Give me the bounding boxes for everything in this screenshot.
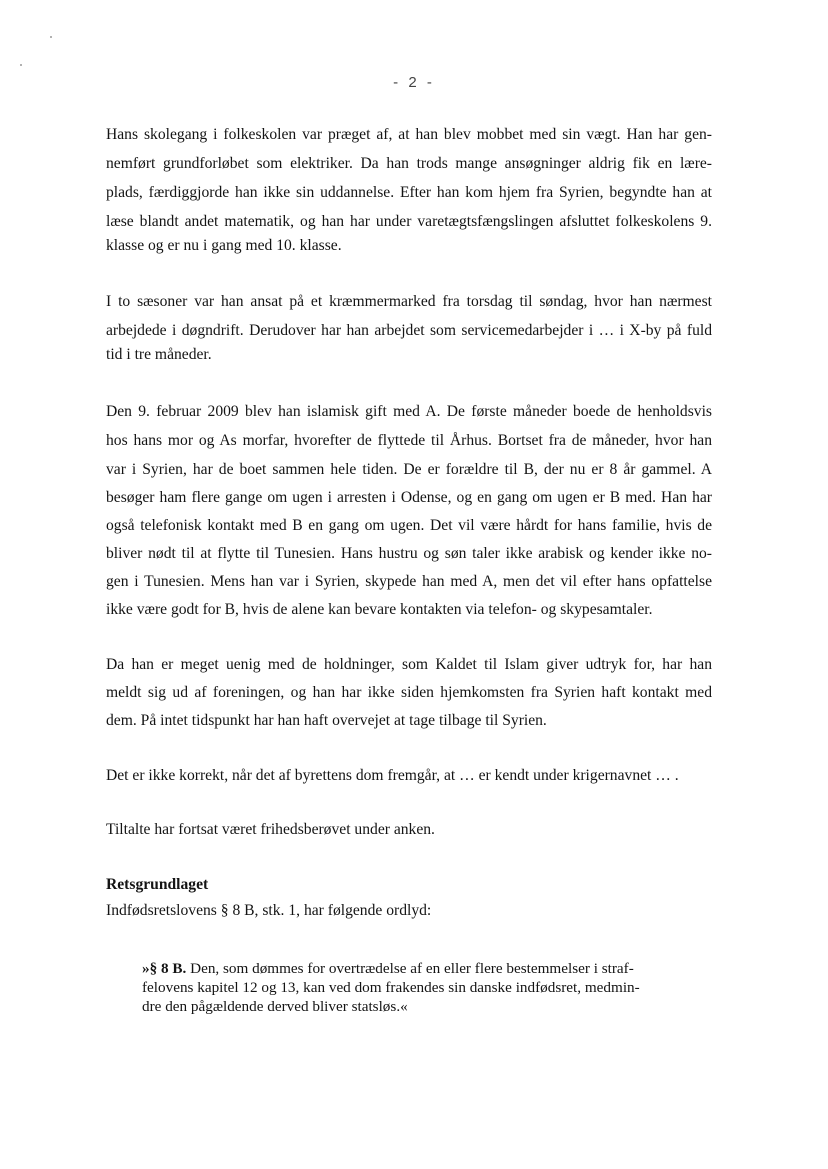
paragraph-line: Hans skolegang i folkeskolen var præget af, at han blev mobbet med sin vægt. Han har gen-: [106, 126, 712, 143]
paragraph-line: klasse og er nu i gang med 10. klasse.: [106, 237, 342, 254]
paragraph-line: Da han er meget uenig med de holdninger, som Kaldet til Islam giver udtryk for, har han: [106, 656, 712, 673]
paragraph-line: gen i Tunesien. Mens han var i Syrien, skypede han med A, men det vil efter hans opfattelse: [106, 573, 712, 590]
paragraph-line: besøger ham flere gange om ugen i arresten i Odense, og en gang om ugen er B med. Han har: [106, 489, 712, 506]
paragraph-line: arbejdede i døgndrift. Derudover har han arbejdet som servicemedarbejder i … i X-by på fuld: [106, 322, 712, 339]
paragraph-line: læse blandt andet matematik, og han har under varetægtsfængslingen afsluttet folkeskolens 9.: [106, 213, 712, 230]
section-intro: Indfødsretslovens § 8 B, stk. 1, har følgende ordlyd:: [106, 902, 432, 919]
section-heading: Retsgrundlaget: [106, 876, 209, 893]
quote-line: felovens kapitel 12 og 13, kan ved dom frakendes sin danske indfødsret, medmin-: [142, 979, 640, 996]
paragraph-line: Det er ikke korrekt, når det af byrettens dom fremgår, at … er kendt under krigernavnet … .: [106, 767, 679, 784]
paragraph-line: meldt sig ud af foreningen, og han har ikke siden hjemkomsten fra Syrien haft kontakt med: [106, 684, 712, 701]
paragraph-line: plads, færdiggjorde han ikke sin uddannelse. Efter han kom hjem fra Syrien, begyndte han at: [106, 184, 712, 201]
scan-speck: [50, 36, 52, 38]
paragraph-line: tid i tre måneder.: [106, 346, 212, 363]
paragraph-line: nemført grundforløbet som elektriker. Da han trods mange ansøgninger aldrig fik en lære-: [106, 155, 712, 172]
paragraph-line: også telefonisk kontakt med B en gang om ugen. Det vil være hårdt for hans familie, hvis de: [106, 517, 712, 534]
paragraph-line: I to sæsoner var han ansat på et kræmmermarked fra torsdag til søndag, hvor han nærmest: [106, 293, 712, 310]
paragraph-line: hos hans mor og As morfar, hvorefter de flyttede til Århus. Bortset fra de måneder, hvor han: [106, 432, 712, 449]
scan-speck: [20, 64, 22, 66]
quote-lead: »§ 8 B.: [142, 960, 187, 977]
paragraph-line: bliver nødt til at flytte til Tunesien. Hans hustru og søn taler ikke arabisk og kender ikke no-: [106, 545, 712, 562]
quote-text: Den, som dømmes for overtrædelse af en eller flere bestemmelser i straf-: [186, 960, 634, 977]
paragraph-line: var i Syrien, har de boet sammen hele tiden. De er forældre til B, der nu er 8 år gammel. A: [106, 461, 712, 478]
paragraph-line: Tiltalte har fortsat været frihedsberøvet under anken.: [106, 821, 435, 838]
paragraph-line: Den 9. februar 2009 blev han islamisk gift med A. De første måneder boede de henholdsvis: [106, 403, 712, 420]
page-number: - 2 -: [393, 74, 435, 91]
paragraph-line: dem. På intet tidspunkt har han haft overvejet at tage tilbage til Syrien.: [106, 712, 547, 729]
paragraph-line: ikke være godt for B, hvis de alene kan bevare kontakten via telefon- og skypesamtaler.: [106, 601, 653, 618]
quote-line: dre den pågældende derved bliver statsløs.«: [142, 998, 408, 1015]
quote-line: [142, 959, 668, 979]
